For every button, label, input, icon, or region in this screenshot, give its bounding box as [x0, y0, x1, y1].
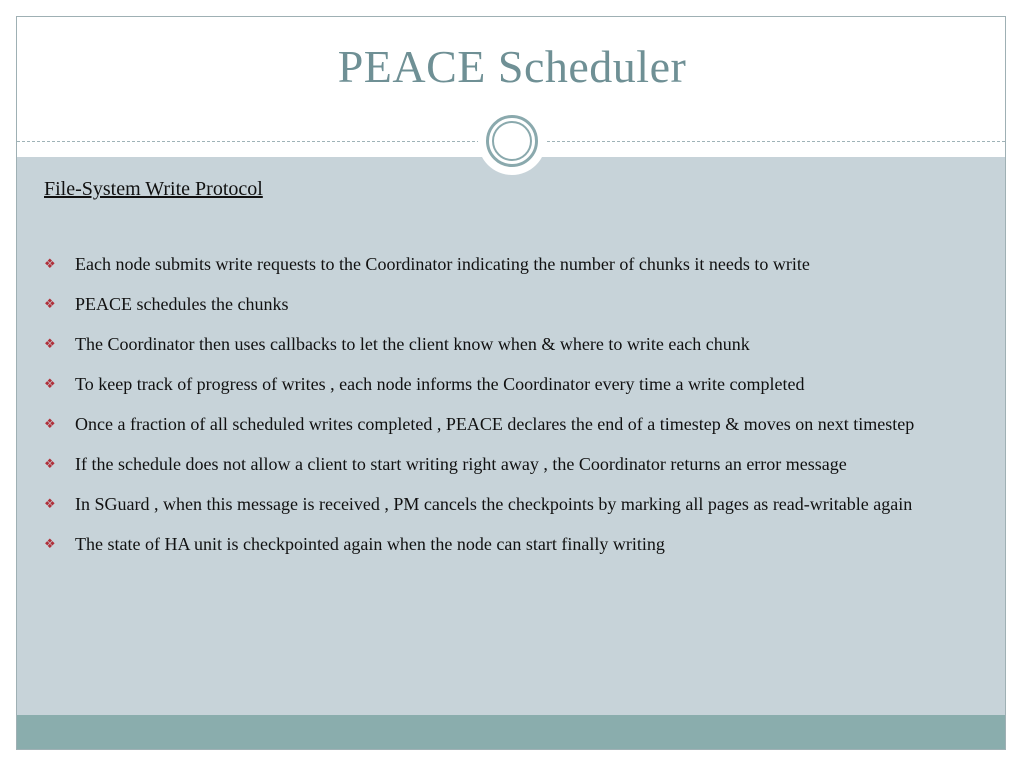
bullet-item	[44, 526, 984, 562]
section-heading: File-System Write Protocol	[44, 178, 263, 200]
bullet-text: To keep track of progress of writes , each node informs the Coordinator every time a write completed	[75, 374, 805, 394]
bullet-item	[44, 286, 984, 322]
bullet-item	[44, 366, 984, 402]
bullet-text: In SGuard , when this message is received , PM cancels the checkpoints by marking all pages as read-writable again	[75, 494, 913, 514]
bullet-item	[44, 326, 984, 362]
diamond-bullet-icon: ❖	[44, 296, 56, 311]
diamond-bullet-icon: ❖	[44, 376, 56, 391]
slide-title: PEACE Scheduler	[337, 41, 687, 92]
bullet-item	[44, 406, 984, 442]
bullet-item	[44, 446, 984, 482]
diamond-bullet-icon: ❖	[44, 536, 56, 551]
bullet-text: Once a fraction of all scheduled writes completed , PEACE declares the end of a timestep & moves on next timestep	[75, 414, 915, 434]
footer-bar	[17, 715, 1005, 749]
diamond-bullet-icon: ❖	[44, 496, 56, 511]
diamond-bullet-icon: ❖	[44, 416, 56, 431]
bullet-text: Each node submits write requests to the Coordinator indicating the number of chunks it needs to write	[75, 254, 810, 274]
bullet-text: The state of HA unit is checkpointed again when the node can start finally writing	[75, 534, 665, 554]
bullet-text: If the schedule does not allow a client to start writing right away , the Coordinator returns an error message	[75, 454, 847, 474]
bullet-text: PEACE schedules the chunks	[75, 294, 289, 314]
diamond-bullet-icon: ❖	[44, 336, 56, 351]
bullet-text: The Coordinator then uses callbacks to let the client know when & where to write each chunk	[75, 334, 750, 354]
bullet-item	[44, 246, 984, 282]
diamond-bullet-icon: ❖	[44, 256, 56, 271]
bullet-item	[44, 486, 984, 522]
diamond-bullet-icon: ❖	[44, 456, 56, 471]
circle-inner-ring	[492, 121, 532, 161]
bullet-list	[44, 246, 984, 566]
